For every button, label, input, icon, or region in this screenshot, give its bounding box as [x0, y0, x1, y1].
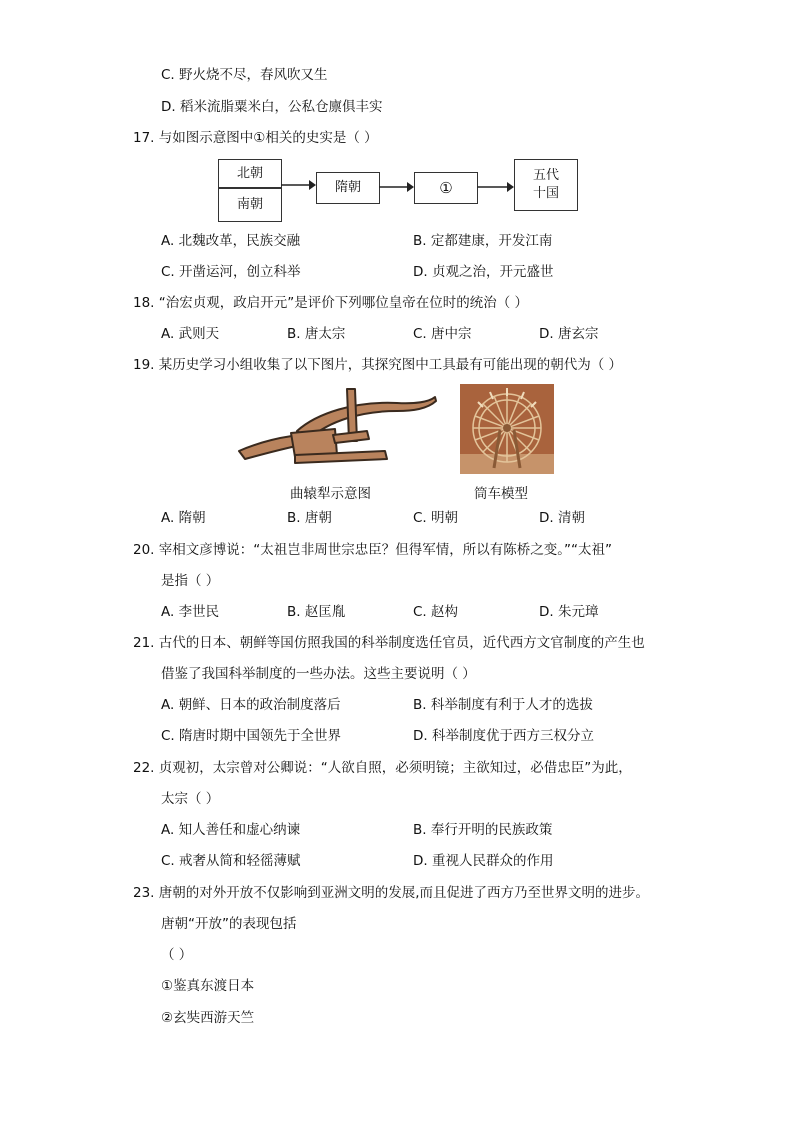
- q17-option-b: B. 定都建康，开发江南: [413, 233, 553, 249]
- q17-option-a: A. 北魏改革，民族交融: [161, 233, 301, 249]
- q22-stem-line2: 太宗（ ）: [161, 791, 220, 807]
- diagram-arrow-2: [379, 180, 415, 194]
- q20-option-d: D. 朱元璋: [539, 604, 599, 620]
- q19-option-d: D. 清朝: [539, 510, 585, 526]
- diagram-box-five-dynasties: 五代 十国: [514, 159, 578, 211]
- plow-caption: 曲辕犁示意图: [290, 486, 371, 502]
- q21-stem-line1: 21. 古代的日本、朝鲜等国仿照我国的科举制度选任官员，近代西方文官制度的产生也: [133, 635, 645, 651]
- diagram-box-north-dynasty: 北朝: [218, 159, 282, 188]
- q20-stem-line2: 是指（ ）: [161, 573, 220, 589]
- q18-option-a: A. 武则天: [161, 326, 220, 342]
- diagram-arrow-3: [477, 180, 515, 194]
- q20-option-a: A. 李世民: [161, 604, 220, 620]
- q23-item-1: ①鉴真东渡日本: [161, 978, 255, 994]
- q23-item-2: ②玄奘西游天竺: [161, 1010, 255, 1026]
- q22-option-b: B. 奉行开明的民族政策: [413, 822, 553, 838]
- diagram-box-sui-dynasty: 隋朝: [316, 172, 380, 204]
- q16-option-c: C. 野火烧不尽，春风吹又生: [161, 67, 328, 83]
- q18-stem: 18. “治宏贞观，政启开元”是评价下列哪位皇帝在位时的统治（ ）: [133, 295, 529, 311]
- q18-option-d: D. 唐玄宗: [539, 326, 599, 342]
- q16-option-d: D. 稻米流脂粟米白，公私仓廪俱丰实: [161, 99, 383, 115]
- q21-option-b: B. 科举制度有利于人才的选拔: [413, 697, 593, 713]
- q19-stem: 19. 某历史学习小组收集了以下图片，其探究图中工具最有可能出现的朝代为（ ）: [133, 357, 623, 373]
- q21-stem-line2: 借鉴了我国科举制度的一些办法。这些主要说明（ ）: [161, 666, 476, 682]
- q20-stem-line1: 20. 宰相文彦博说：“太祖岂非周世宗忠臣？但得军情，所以有陈桥之变。”“太祖”: [133, 542, 612, 558]
- q20-option-c: C. 赵构: [413, 604, 459, 620]
- water-wheel-photo: [460, 384, 554, 474]
- q17-option-c: C. 开凿运河，创立科举: [161, 264, 301, 280]
- q20-option-b: B. 赵匡胤: [287, 604, 346, 620]
- q19-option-b: B. 唐朝: [287, 510, 332, 526]
- diagram-box-south-dynasty: 南朝: [218, 188, 282, 222]
- q19-option-a: A. 隋朝: [161, 510, 206, 526]
- q22-option-c: C. 戒奢从简和轻徭薄赋: [161, 853, 301, 869]
- diagram-box-circle-one: ①: [414, 172, 478, 204]
- q23-stem-line3: （ ）: [161, 947, 193, 963]
- q23-stem-line1: 23. 唐朝的对外开放不仅影响到亚洲文明的发展,而且促进了西方乃至世界文明的进步。: [133, 885, 650, 901]
- q21-option-c: C. 隋唐时期中国领先于全世界: [161, 728, 342, 744]
- q22-option-a: A. 知人善任和虚心纳谏: [161, 822, 301, 838]
- water-wheel-caption: 筒车模型: [474, 486, 528, 502]
- diagram-box-divider: [218, 187, 281, 188]
- q17-option-d: D. 贞观之治，开元盛世: [413, 264, 554, 280]
- q21-option-d: D. 科举制度优于西方三权分立: [413, 728, 594, 744]
- q19-option-c: C. 明朝: [413, 510, 459, 526]
- q18-option-c: C. 唐中宗: [413, 326, 472, 342]
- q17-stem: 17. 与如图示意图中①相关的史实是（ ）: [133, 130, 378, 146]
- q22-stem-line1: 22. 贞观初，太宗曾对公卿说：“人欲自照，必须明镜；主欲知过，必借忠臣”为此，: [133, 760, 632, 776]
- q18-option-b: B. 唐太宗: [287, 326, 346, 342]
- q23-stem-line2: 唐朝“开放”的表现包括: [161, 916, 297, 932]
- curved-plow-illustration: [237, 385, 437, 469]
- diagram-arrow-1: [281, 178, 317, 192]
- q21-option-a: A. 朝鲜、日本的政治制度落后: [161, 697, 341, 713]
- q22-option-d: D. 重视人民群众的作用: [413, 853, 554, 869]
